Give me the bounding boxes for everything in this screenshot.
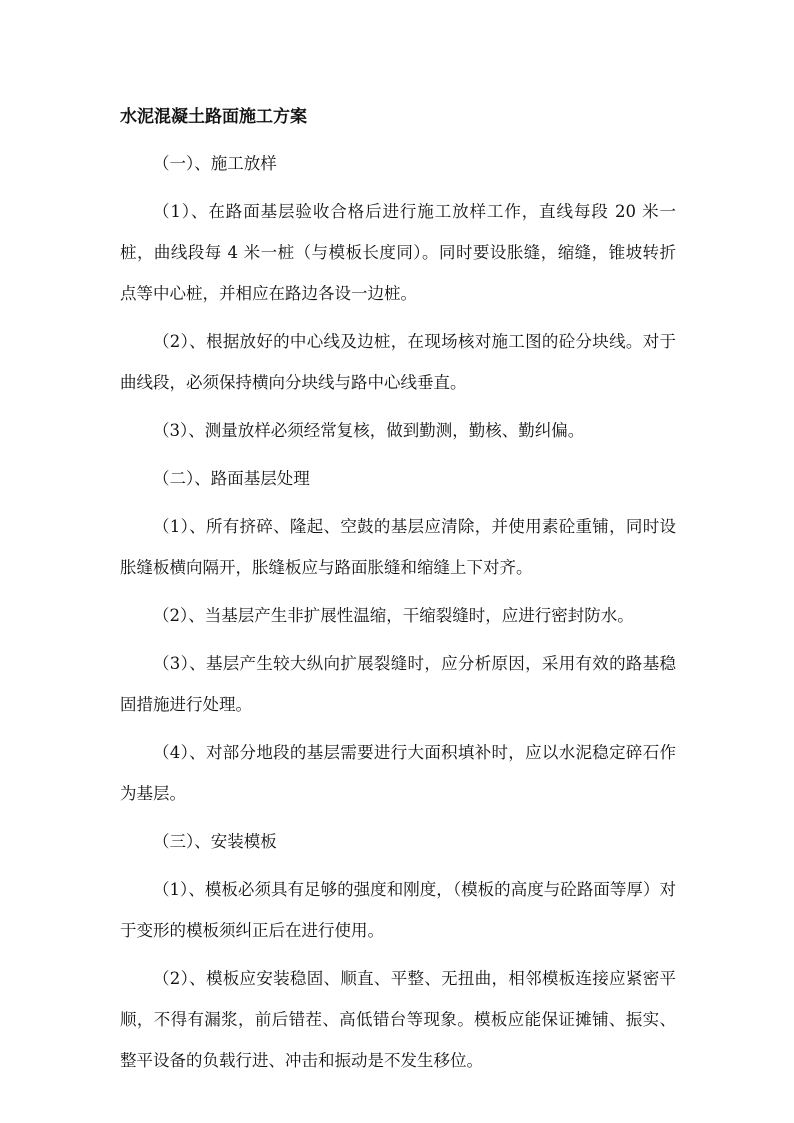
paragraph: （2）、根据放好的中心线及边桩，在现场核对施工图的砼分块线。对于曲线段，必须保持横向分块线与路中心线垂直。 (120, 332, 676, 392)
paragraph: （3）、基层产生较大纵向扩展裂缝时，应分析原因，采用有效的路基稳固措施进行处理。 (120, 654, 676, 714)
section-heading-2: （二）、路面基层处理 (153, 469, 310, 488)
paragraph: （2）、模板应安装稳固、顺直、平整、无扭曲，相邻模板连接应紧密平顺，不得有漏浆，前后错茬、高低错台等现象。模板应能保证摊铺、振实、整平设备的负载行进、冲击和振动是不发生移位。 (120, 969, 676, 1070)
section-heading-3: （三）、安装模板 (153, 832, 277, 851)
section-heading-1: （一）、施工放样 (153, 154, 277, 173)
document-body (120, 100, 676, 1081)
paragraph: （4）、对部分地段的基层需要进行大面积填补时，应以水泥稳定碎石作为基层。 (120, 743, 676, 803)
paragraph: （1）、模板必须具有足够的强度和刚度，（模板的高度与砼路面等厚）对于变形的模板须纠正后在进行使用。 (120, 880, 676, 940)
paragraph: （2）、当基层产生非扩展性温缩，干缩裂缝时，应进行密封防水。 (153, 606, 634, 625)
paragraph: （3）、测量放样必须经常复核，做到勤测，勤核、勤纠偏。 (153, 421, 585, 440)
paragraph: （1）、所有挤碎、隆起、空鼓的基层应清除，并使用素砼重铺，同时设胀缝板横向隔开，胀缝板应与路面胀缝和缩缝上下对齐。 (120, 517, 676, 577)
document-title: 水泥混凝土路面施工方案 (120, 107, 307, 127)
paragraph: （1）、在路面基层验收合格后进行施工放样工作，直线每段 20 米一桩，曲线段每 4 米一桩（与模板长度同）。同时要设胀缝，缩缝，锥坡转折点等中心桩，并相应在路边各设一边桩。 (120, 202, 676, 303)
